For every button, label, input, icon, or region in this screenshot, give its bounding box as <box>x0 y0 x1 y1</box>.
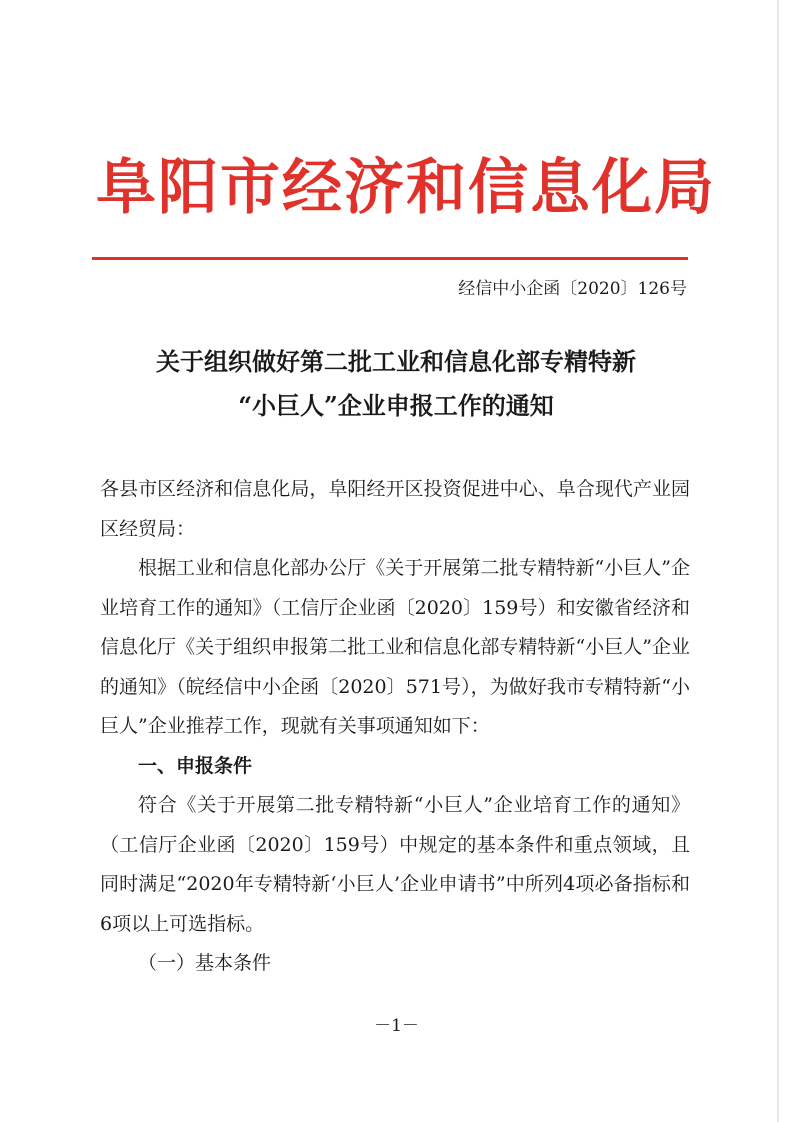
notice-title-line-2: “小巨人”企业申报工作的通知 <box>238 391 554 420</box>
section-heading-application-conditions: 一、申报条件 <box>138 754 253 777</box>
document-number: 经信中小企函〔2020〕126号 <box>458 279 687 299</box>
page-number: －1－ <box>374 1016 419 1036</box>
scan-edge-line <box>777 0 779 1122</box>
notice-title <box>96 340 696 428</box>
red-header-rule <box>92 257 688 260</box>
background-paragraph: 根据工业和信息化部办公厅《关于开展第二批专精特新“小巨人”企业培育工作的通知》（工信厅企业函〔2020〕159号）和安徽省经济和信息化厅《关于组织申报第二批工业和信息化部专精特新“小巨人”企业的通知》（皖经信中小企函〔2020〕571号），为做好我市专精特新“小巨人”企业推荐工作，现就有关事项通知如下： <box>100 557 690 737</box>
conditions-paragraph: 符合《关于开展第二批专精特新“小巨人”企业培育工作的通知》（工信厅企业函〔2020〕159号）中规定的基本条件和重点领域，且同时满足“2020年专精特新‘小巨人’企业申请书”中所列4项必备指标和6项以上可选指标。 <box>100 794 690 935</box>
issuing-organization-title: 阜阳市经济和信息化局 <box>96 153 716 223</box>
addressee-paragraph: 各县市区经济和信息化局，阜阳经开区投资促进中心、阜合现代产业园区经贸局： <box>100 478 690 540</box>
notice-title-line-1: 关于组织做好第二批工业和信息化部专精特新 <box>156 347 636 376</box>
subsection-heading-basic-conditions: （一）基本条件 <box>138 952 272 974</box>
notice-body <box>100 470 690 984</box>
